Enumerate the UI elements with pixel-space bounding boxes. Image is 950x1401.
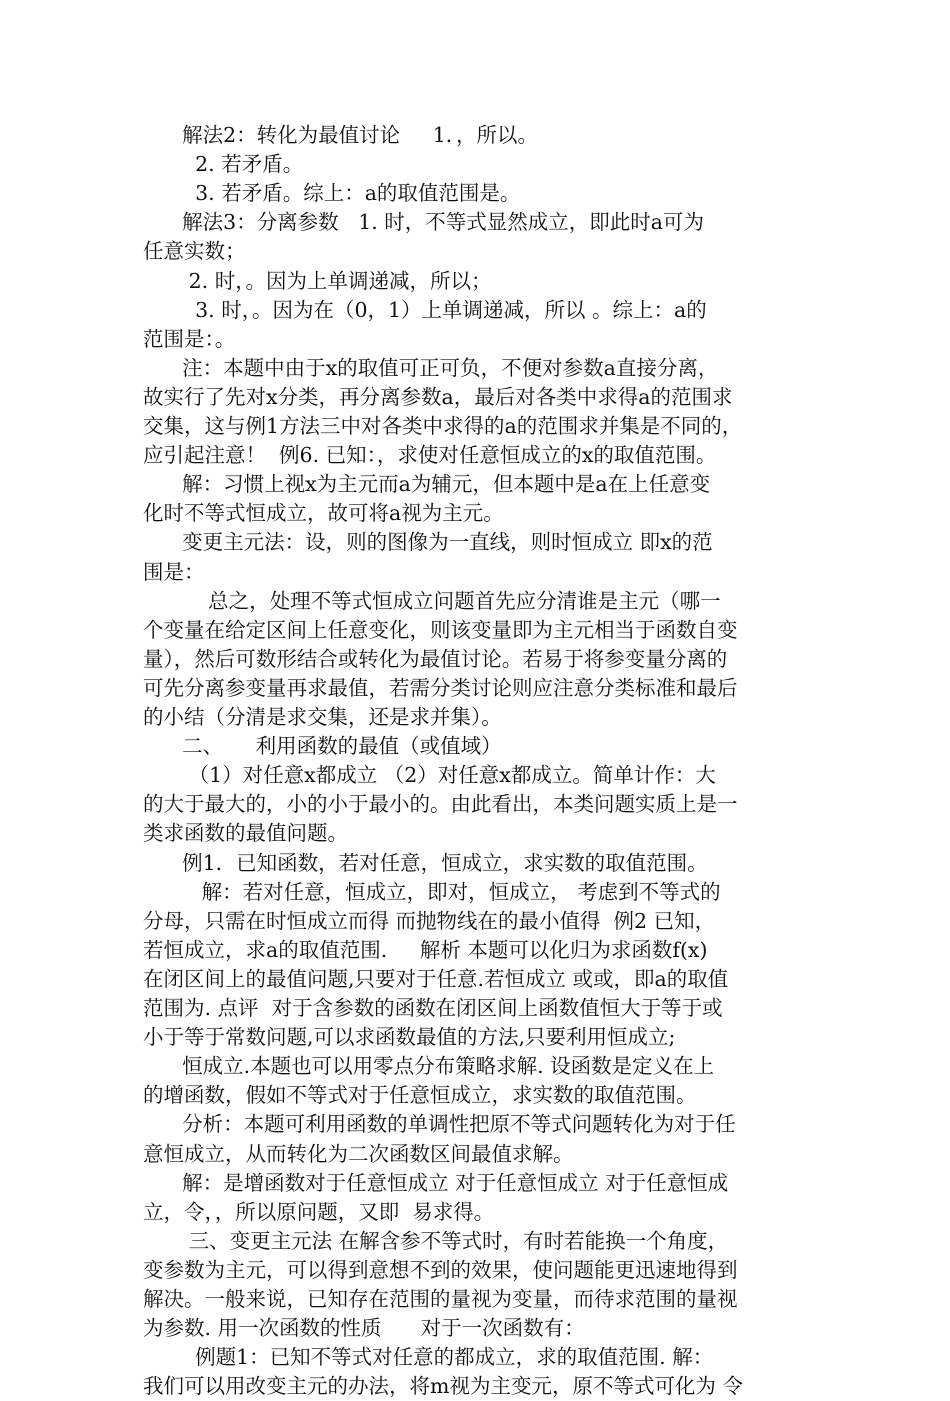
text-line: 解法3：分离参数 1. 时，不等式显然成立，即此时a可为 <box>143 210 704 235</box>
text-line: 小于等于常数问题,可以求函数最值的方法,只要利用恒成立; <box>143 1025 676 1050</box>
text-line: 个变量在给定区间上任意变化，则该变量即为主元相当于函数自变 <box>143 617 738 642</box>
text-line: 任意实数； <box>143 239 246 264</box>
text-line: 3. 若矛盾。综上：a的取值范围是。 <box>143 181 521 206</box>
text-line: 解决。一般来说，已知存在范围的量视为变量，而待求范围的量视 <box>143 1287 738 1311</box>
text-line: （1）对任意x都成立 （2）对任意x都成立。简单计作：大 <box>143 763 716 788</box>
text-line: 在闭区间上的最值问题,只要对于任意.若恒成立 或或，即a的取值 <box>143 966 729 991</box>
text-line: 分析：本题可利用函数的单调性把原不等式问题转化为对于任 <box>143 1112 736 1137</box>
text-line: 若恒成立，求a的取值范围. 解析 本题可以化归为求函数f(x) <box>143 937 708 962</box>
text-line: 2. 时，。因为上单调递减，所以； <box>143 268 492 293</box>
text-line: 为参数. 用一次函数的性质 对于一次函数有： <box>143 1316 585 1341</box>
text-line: 恒成立.本题也可以用零点分布策略求解. 设函数是定义在上 <box>143 1054 715 1079</box>
text-line: 意恒成立，从而转化为二次函数区间最值求解。 <box>143 1141 574 1166</box>
text-line: 二、 利用函数的最值（或值域） <box>143 734 502 759</box>
text-line: 类求函数的最值问题。 <box>143 821 348 846</box>
text-line: 应引起注意！ 例6. 已知：，求使对任意恒成立的x的取值范围。 <box>143 443 717 468</box>
text-line: 解法2：转化为最值讨论 1．，所以。 <box>143 123 539 147</box>
text-line: 的增函数，假如不等式对于任意恒成立，求实数的取值范围。 <box>143 1083 697 1108</box>
text-line: 解：习惯上视x为主元而a为辅元，但本题中是a在上任意变 <box>143 472 711 497</box>
text-line: 范围是：。 <box>143 326 236 351</box>
text-line: 总之，处理不等式恒成立问题首先应分清谁是主元（哪一 <box>143 588 721 613</box>
text-line: 量），然后可数形结合或转化为最值讨论。若易于将参变量分离的 <box>143 646 728 671</box>
text-line: 我们可以用改变主元的办法，将m视为主变元，原不等式可化为 令 <box>143 1374 743 1399</box>
text-line: 变参数为主元，可以得到意想不到的效果，使问题能更迅速地得到 <box>143 1257 738 1282</box>
text-line: 范围为. 点评 对于含参数的函数在闭区间上函数值恒大于等于或 <box>143 996 723 1020</box>
text-line: 化时不等式恒成立，故可将a视为主元。 <box>143 501 504 526</box>
text-line: 例题1：已知不等式对任意的都成立，求的取值范围. 解： <box>143 1345 714 1370</box>
text-line: 三、变更主元法 在解含参不等式时，有时若能换一个角度， <box>143 1228 729 1253</box>
text-line: 交集，这与例1方法三中对各类中求得的a的范围求并集是不同的， <box>143 414 743 438</box>
text-line: 故实行了先对x分类，再分离参数a，最后对各类中求得a的范围求 <box>143 384 733 409</box>
text-line: 分母，只需在时恒成立而得 而抛物线在的最小值得 例2 已知， <box>143 908 716 933</box>
text-line: 立，令，，所以原问题，又即 易求得。 <box>143 1199 495 1224</box>
text-line: 的大于最大的，小的小于最小的。由此看出，本类问题实质上是一 <box>143 792 738 817</box>
text-line: 例1．已知函数，若对任意，恒成立，求实数的取值范围。 <box>143 850 708 875</box>
text-line: 2. 若矛盾。 <box>143 152 304 177</box>
text-line: 解：若对任意，恒成立，即对，恒成立， 考虑到不等式的 <box>143 879 721 904</box>
text-line: 3. 时，。因为在（0，1）上单调递减，所以 。综上：a的 <box>143 297 707 322</box>
text-line: 注：本题中由于x的取值可正可负，不便对参数a直接分离， <box>143 355 719 380</box>
text-line: 解：是增函数对于任意恒成立 对于任意恒成立 对于任意恒成 <box>143 1170 729 1195</box>
text-line: 可先分离参变量再求最值，若需分类讨论则应注意分类标准和最后 <box>143 675 738 700</box>
text-line: 的小结（分清是求交集，还是求并集）。 <box>143 705 502 729</box>
text-line: 围是： <box>143 559 205 584</box>
text-line: 变更主元法：设，则的图像为一直线，则时恒成立 即x的范 <box>143 530 713 555</box>
